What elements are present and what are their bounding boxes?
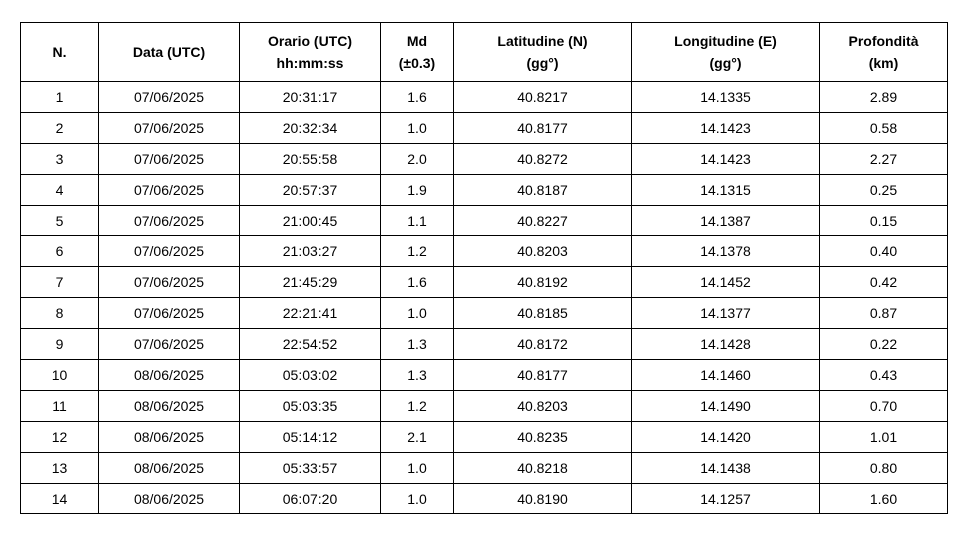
cell-depth: 0.80: [820, 452, 948, 483]
cell-number: 10: [21, 360, 99, 391]
cell-time: 20:31:17: [240, 82, 381, 113]
header-label: Md: [406, 33, 428, 49]
cell-date: 07/06/2025: [99, 143, 240, 174]
cell-magnitude: 1.0: [381, 112, 454, 143]
cell-depth: 0.43: [820, 360, 948, 391]
table-row: [21, 236, 948, 267]
cell-number: 11: [21, 390, 99, 421]
header-unit: hh:mm:ss: [276, 55, 344, 71]
cell-magnitude: 1.2: [381, 390, 454, 421]
table-header: [21, 23, 948, 82]
header-number: [21, 23, 99, 82]
cell-date: 08/06/2025: [99, 390, 240, 421]
cell-magnitude: 1.2: [381, 236, 454, 267]
cell-depth: 2.89: [820, 82, 948, 113]
header-longitude: [632, 23, 820, 82]
cell-magnitude: 1.6: [381, 267, 454, 298]
cell-date: 07/06/2025: [99, 112, 240, 143]
table-row: [21, 329, 948, 360]
cell-date: 08/06/2025: [99, 452, 240, 483]
cell-longitude: 14.1423: [632, 112, 820, 143]
cell-number: 14: [21, 483, 99, 514]
cell-time: 05:03:35: [240, 390, 381, 421]
cell-time: 06:07:20: [240, 483, 381, 514]
table-row: [21, 174, 948, 205]
cell-longitude: 14.1452: [632, 267, 820, 298]
table-body: [21, 82, 948, 514]
cell-longitude: 14.1315: [632, 174, 820, 205]
header-depth: [820, 23, 948, 82]
cell-number: 5: [21, 205, 99, 236]
cell-magnitude: 2.1: [381, 421, 454, 452]
header-label: Latitudine (N): [497, 33, 588, 49]
cell-time: 20:55:58: [240, 143, 381, 174]
cell-number: 8: [21, 298, 99, 329]
cell-date: 07/06/2025: [99, 205, 240, 236]
table-row: [21, 452, 948, 483]
cell-magnitude: 1.3: [381, 360, 454, 391]
header-latitude: [454, 23, 632, 82]
cell-longitude: 14.1490: [632, 390, 820, 421]
cell-number: 12: [21, 421, 99, 452]
cell-date: 07/06/2025: [99, 174, 240, 205]
cell-magnitude: 2.0: [381, 143, 454, 174]
cell-time: 21:00:45: [240, 205, 381, 236]
cell-latitude: 40.8203: [454, 236, 632, 267]
cell-date: 07/06/2025: [99, 298, 240, 329]
cell-date: 08/06/2025: [99, 421, 240, 452]
cell-latitude: 40.8235: [454, 421, 632, 452]
cell-time: 20:32:34: [240, 112, 381, 143]
header-time: [240, 23, 381, 82]
cell-depth: 0.58: [820, 112, 948, 143]
cell-number: 3: [21, 143, 99, 174]
cell-magnitude: 1.0: [381, 298, 454, 329]
table-row: [21, 360, 948, 391]
cell-latitude: 40.8192: [454, 267, 632, 298]
cell-number: 1: [21, 82, 99, 113]
table-row: [21, 421, 948, 452]
cell-number: 2: [21, 112, 99, 143]
table-row: [21, 112, 948, 143]
cell-depth: 0.25: [820, 174, 948, 205]
cell-latitude: 40.8217: [454, 82, 632, 113]
cell-latitude: 40.8187: [454, 174, 632, 205]
cell-number: 9: [21, 329, 99, 360]
cell-magnitude: 1.9: [381, 174, 454, 205]
cell-longitude: 14.1438: [632, 452, 820, 483]
cell-time: 22:54:52: [240, 329, 381, 360]
cell-depth: 1.60: [820, 483, 948, 514]
cell-time: 21:45:29: [240, 267, 381, 298]
header-label: Data (UTC): [132, 44, 206, 60]
cell-latitude: 40.8185: [454, 298, 632, 329]
cell-number: 6: [21, 236, 99, 267]
cell-date: 07/06/2025: [99, 267, 240, 298]
header-label: Longitudine (E): [674, 33, 777, 49]
header-row: [21, 23, 948, 82]
cell-depth: 1.01: [820, 421, 948, 452]
table-row: [21, 298, 948, 329]
cell-longitude: 14.1420: [632, 421, 820, 452]
table-row: [21, 267, 948, 298]
cell-latitude: 40.8227: [454, 205, 632, 236]
table-row: [21, 82, 948, 113]
cell-longitude: 14.1335: [632, 82, 820, 113]
cell-longitude: 14.1428: [632, 329, 820, 360]
cell-depth: 0.70: [820, 390, 948, 421]
cell-number: 7: [21, 267, 99, 298]
cell-depth: 0.87: [820, 298, 948, 329]
cell-date: 08/06/2025: [99, 483, 240, 514]
cell-latitude: 40.8172: [454, 329, 632, 360]
cell-time: 21:03:27: [240, 236, 381, 267]
cell-latitude: 40.8190: [454, 483, 632, 514]
cell-time: 05:03:02: [240, 360, 381, 391]
cell-longitude: 14.1377: [632, 298, 820, 329]
cell-date: 07/06/2025: [99, 236, 240, 267]
cell-depth: 0.42: [820, 267, 948, 298]
cell-depth: 0.15: [820, 205, 948, 236]
header-label: N.: [52, 44, 67, 60]
cell-depth: 0.22: [820, 329, 948, 360]
cell-depth: 2.27: [820, 143, 948, 174]
cell-longitude: 14.1423: [632, 143, 820, 174]
cell-date: 07/06/2025: [99, 329, 240, 360]
cell-latitude: 40.8218: [454, 452, 632, 483]
header-date: [99, 23, 240, 82]
header-label: Profondità: [848, 33, 919, 49]
header-unit: (gg°): [526, 55, 559, 71]
header-unit: (km): [868, 55, 899, 71]
table-row: [21, 390, 948, 421]
cell-magnitude: 1.1: [381, 205, 454, 236]
cell-magnitude: 1.0: [381, 452, 454, 483]
table-row: [21, 205, 948, 236]
cell-time: 05:14:12: [240, 421, 381, 452]
cell-longitude: 14.1257: [632, 483, 820, 514]
table-row: [21, 143, 948, 174]
cell-date: 07/06/2025: [99, 82, 240, 113]
cell-time: 05:33:57: [240, 452, 381, 483]
cell-time: 22:21:41: [240, 298, 381, 329]
cell-longitude: 14.1378: [632, 236, 820, 267]
cell-magnitude: 1.0: [381, 483, 454, 514]
cell-depth: 0.40: [820, 236, 948, 267]
table-row: [21, 483, 948, 514]
cell-time: 20:57:37: [240, 174, 381, 205]
header-label: Orario (UTC): [268, 33, 352, 49]
cell-latitude: 40.8272: [454, 143, 632, 174]
cell-longitude: 14.1387: [632, 205, 820, 236]
cell-magnitude: 1.3: [381, 329, 454, 360]
cell-magnitude: 1.6: [381, 82, 454, 113]
cell-latitude: 40.8177: [454, 360, 632, 391]
cell-latitude: 40.8203: [454, 390, 632, 421]
header-magnitude: [381, 23, 454, 82]
cell-number: 4: [21, 174, 99, 205]
cell-date: 08/06/2025: [99, 360, 240, 391]
cell-latitude: 40.8177: [454, 112, 632, 143]
earthquake-table-container: [20, 22, 947, 514]
cell-number: 13: [21, 452, 99, 483]
header-unit: (±0.3): [398, 55, 436, 71]
cell-longitude: 14.1460: [632, 360, 820, 391]
header-unit: (gg°): [709, 55, 742, 71]
earthquake-table: [20, 22, 948, 514]
